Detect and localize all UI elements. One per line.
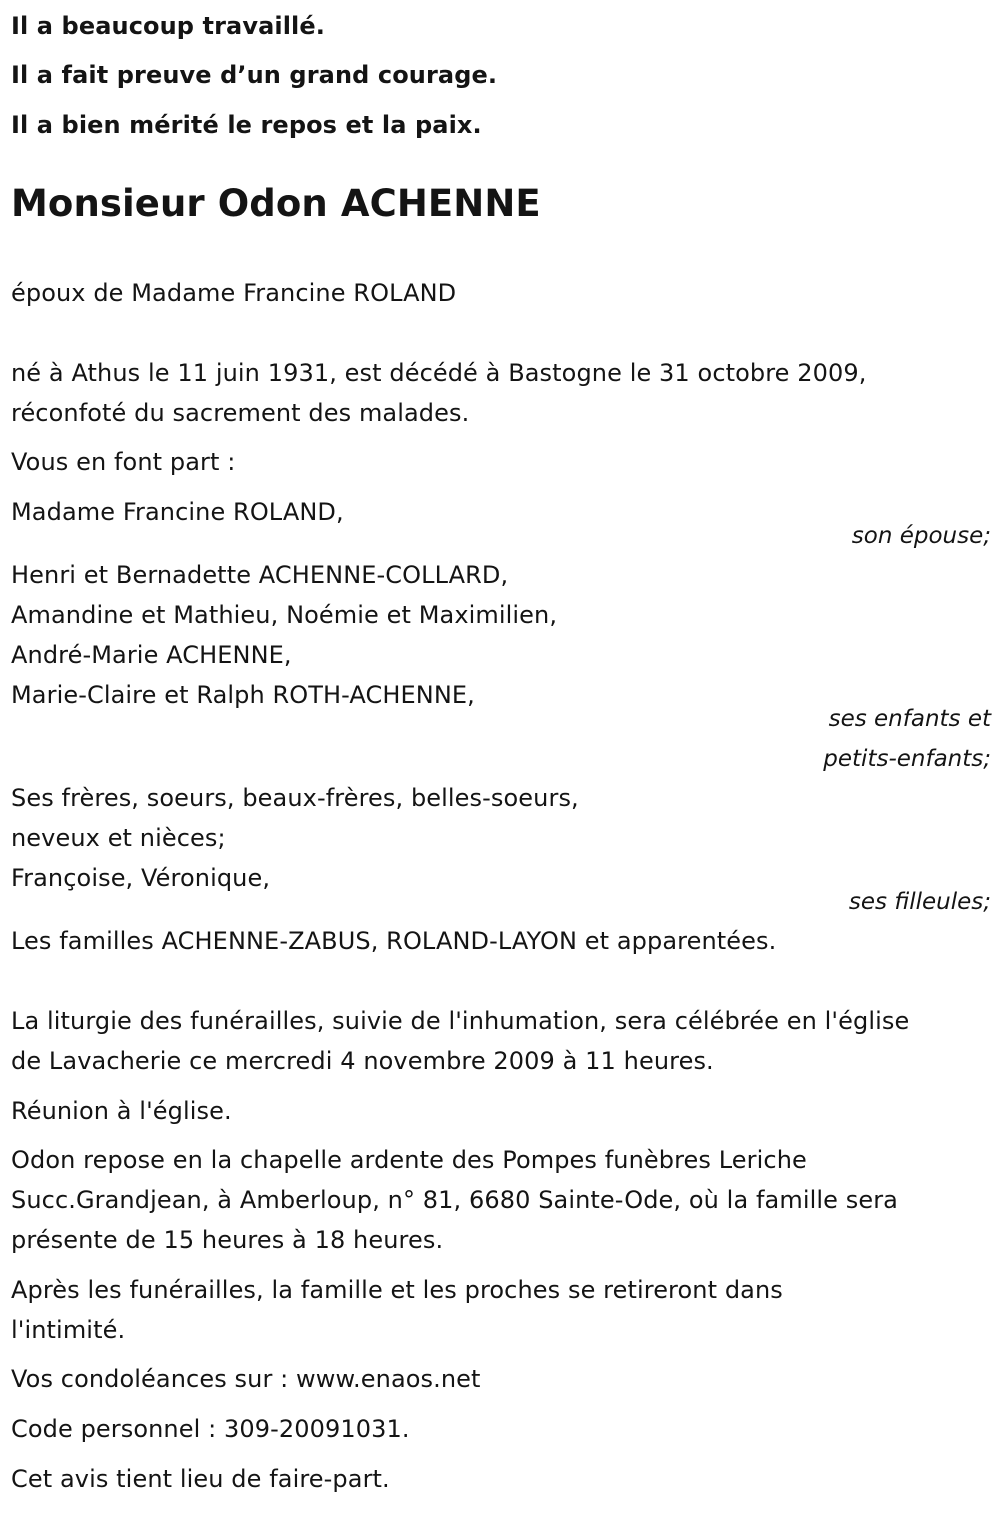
funeral-line: La liturgie des funérailles, suivie de l'inhumation, sera célébrée en l'église [11, 1007, 910, 1035]
after-line: Après les funérailles, la famille et les proches se retireront dans [11, 1276, 783, 1304]
chapel-line: présente de 15 heures à 18 heures. [11, 1226, 444, 1254]
family-children-role: ses enfants et [828, 706, 991, 732]
family-related: Les familles ACHENNE-ZABUS, ROLAND-LAYON et apparentées. [11, 927, 777, 955]
family-children-line: Amandine et Mathieu, Noémie et Maximilien, [11, 601, 558, 629]
family-children-line: Marie-Claire et Ralph ROTH-ACHENNE, [11, 681, 475, 709]
family-children-line: Henri et Bernadette ACHENNE-COLLARD, [11, 561, 509, 589]
chapel-line: Odon repose en la chapelle ardente des Pompes funèbres Leriche [11, 1146, 807, 1174]
family-siblings-line: neveux et nièces; [11, 824, 226, 852]
funeral-line: de Lavacherie ce mercredi 4 novembre 2009 à 11 heures. [11, 1047, 714, 1075]
family-spouse-role: son épouse; [851, 523, 991, 549]
spouse-line: époux de Madame Francine ROLAND [11, 279, 457, 307]
deceased-name: Monsieur Odon ACHENNE [11, 182, 541, 225]
family-children-line: André-Marie ACHENNE, [11, 641, 292, 669]
epitaph-line: Il a bien mérité le repos et la paix. [11, 111, 482, 139]
epitaph-line: Il a fait preuve d’un grand courage. [11, 61, 498, 89]
reunion-line: Réunion à l'église. [11, 1097, 232, 1125]
birth-death-line: réconfoté du sacrement des malades. [11, 399, 470, 427]
chapel-line: Succ.Grandjean, à Amberloup, n° 81, 6680 Sainte-Ode, où la famille sera [11, 1186, 898, 1214]
epitaph-line: Il a beaucoup travaillé. [11, 12, 325, 40]
closing-line: Cet avis tient lieu de faire-part. [11, 1465, 390, 1493]
condolences-line: Vos condoléances sur : www.enaos.net [11, 1365, 481, 1393]
family-siblings-role: ses filleules; [848, 889, 991, 915]
family-siblings-line: Françoise, Véronique, [11, 864, 271, 892]
family-siblings-line: Ses frères, soeurs, beaux-frères, belles-soeurs, [11, 784, 579, 812]
personal-code: Code personnel : 309-20091031. [11, 1415, 410, 1443]
family-spouse: Madame Francine ROLAND, [11, 498, 344, 526]
announce-intro: Vous en font part : [11, 448, 236, 476]
after-line: l'intimité. [11, 1316, 126, 1344]
family-children-role: petits-enfants; [823, 746, 991, 772]
birth-death-line: né à Athus le 11 juin 1931, est décédé à Bastogne le 31 octobre 2009, [11, 359, 867, 387]
